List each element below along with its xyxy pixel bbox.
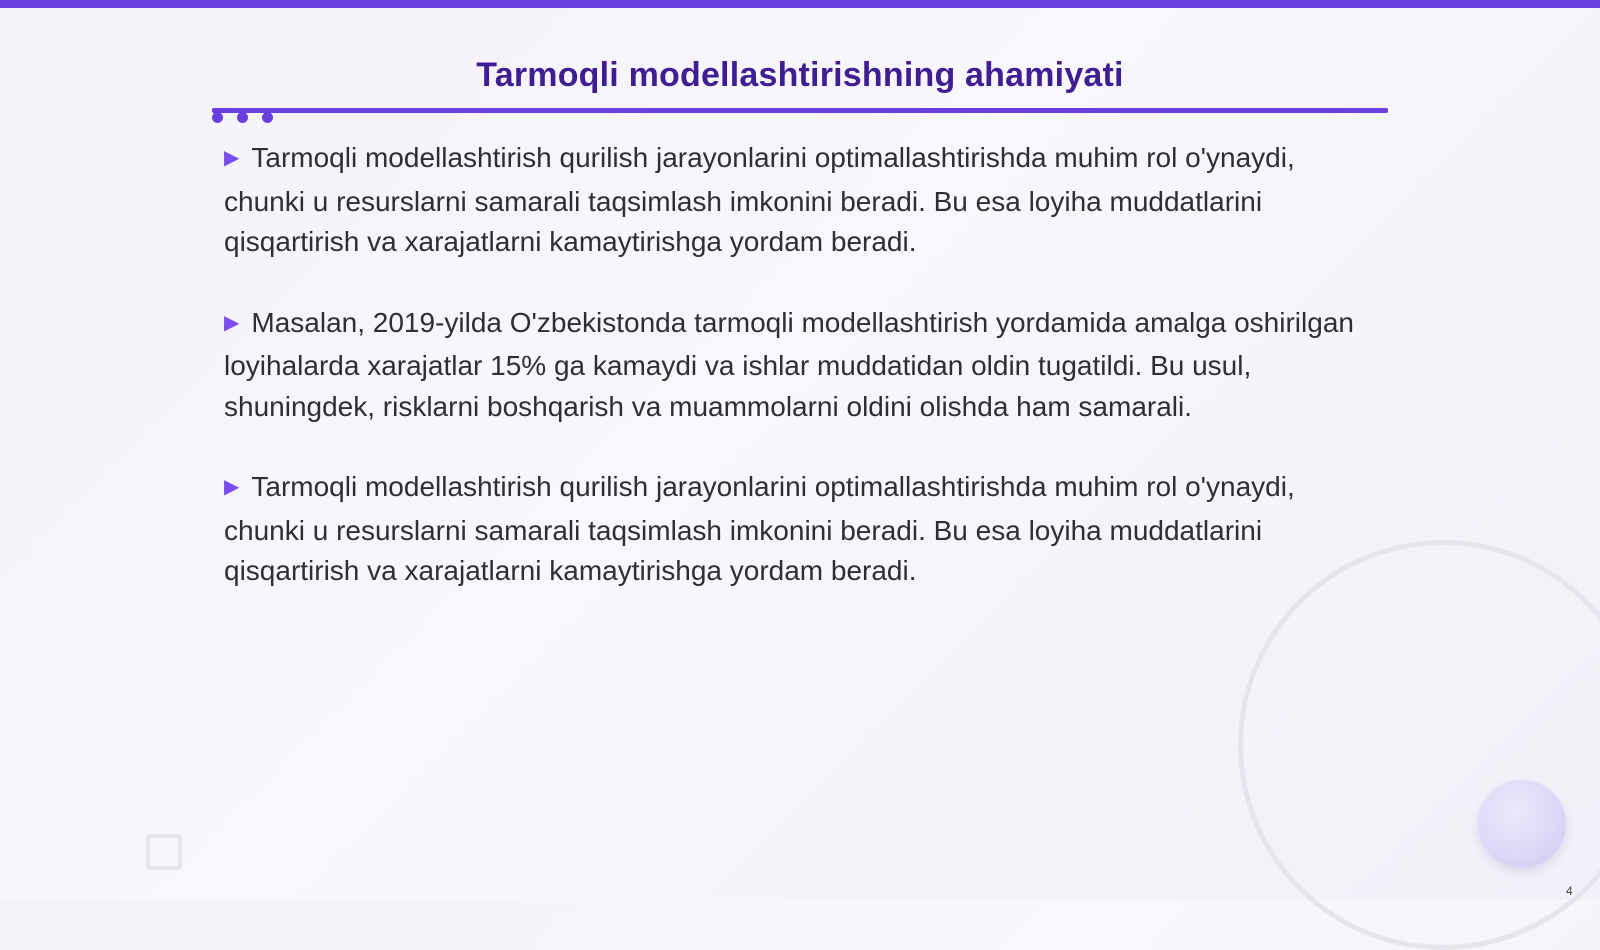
dot-icon [237, 112, 248, 123]
triangle-bullet-icon: ▶ [224, 147, 240, 169]
bullet-item [224, 467, 1374, 592]
dot-icon [212, 112, 223, 123]
bullet-text: Masalan, 2019-yilda O'zbekistonda tarmoqli modellashtirish yordamida amalga oshirilgan loyihalarda xarajatlar 15% ga kamaydi va ishlar muddatidan oldin tugatildi. Bu usul, shuningdek, risklarni boshqarish va muammolarni oldini olishda ham samarali. [224, 306, 1354, 422]
top-accent-bar [0, 0, 1600, 8]
triangle-bullet-icon: ▶ [224, 311, 240, 334]
bullet-list [224, 138, 1374, 632]
decorative-circle [1478, 780, 1566, 868]
decorative-dots [212, 112, 282, 124]
bullet-item [224, 303, 1374, 428]
bullet-text: Tarmoqli modellashtirish qurilish jarayonlarini optimallashtirishda muhim rol o'ynaydi, chunki u resurslarni samarali taqsimlash imkonini beradi. Bu esa loyiha muddatlarini qisqartirish va xarajatlarni kamaytirishga yordam beradi. [224, 471, 1295, 586]
title-underline [212, 108, 1388, 113]
decorative-square [146, 834, 182, 870]
dot-icon [262, 112, 273, 123]
bullet-item [224, 138, 1374, 263]
triangle-bullet-icon: ▶ [224, 476, 240, 498]
bullet-text: Tarmoqli modellashtirish qurilish jarayonlarini optimallashtirishda muhim rol o'ynaydi, chunki u resurslarni samarali taqsimlash imkonini beradi. Bu esa loyiha muddatlarini qisqartirish va xarajatlarni kamaytirishga yordam beradi. [224, 142, 1295, 257]
slide-title: Tarmoqli modellashtirishning ahamiyati [476, 56, 1124, 94]
page-number: 4 [1566, 884, 1573, 898]
